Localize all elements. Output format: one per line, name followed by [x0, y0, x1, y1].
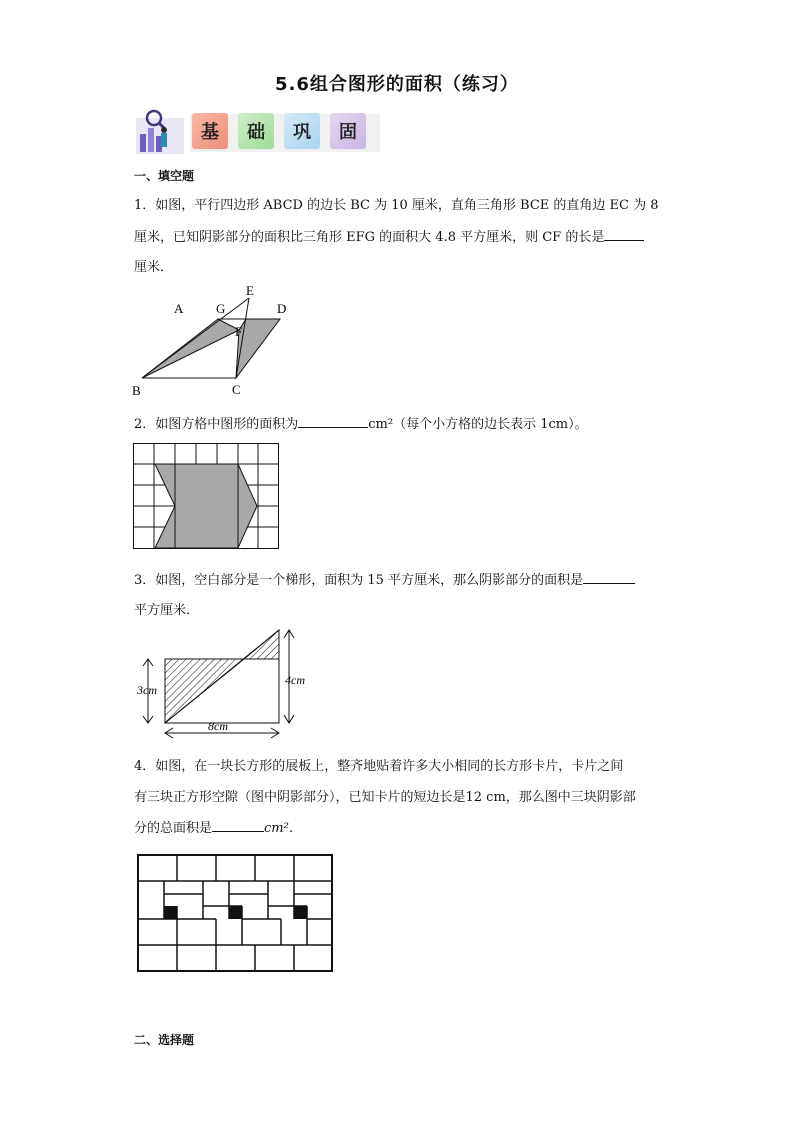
q4-board-figure [137, 854, 335, 974]
q1-figure [130, 280, 300, 400]
label-3cm: 3cm [137, 683, 157, 697]
banner-tile-2: 础 [238, 113, 274, 149]
banner-tile-3: 巩 [284, 113, 320, 149]
q4-line-3: 分的总面积是 cm²． [134, 821, 302, 836]
q4-line-1: 4．如图，在一块长方形的展板上，整齐地贴着许多大小相同的长方形卡片，卡片之间 [134, 759, 624, 774]
banner-tile-1: 基 [192, 113, 228, 149]
page-title: 5.6组合图形的面积（练习） [275, 74, 519, 95]
gap-square-3 [294, 906, 307, 919]
q4-answer-blank[interactable] [212, 819, 264, 832]
q1-line-2: 厘米，已知阴影部分的面积比三角形 EFG 的面积大 4.8 平方厘米，则 CF 的长是 [134, 226, 644, 245]
label-c: C [232, 382, 241, 397]
q2-line: 2．如图方格中图形的面积为 cm²（每个小方格的边长表示 1cm）。 [134, 417, 588, 432]
q1-answer-blank[interactable] [604, 228, 644, 241]
q2-answer-blank[interactable] [298, 415, 368, 428]
gap-square-2 [229, 906, 242, 919]
label-f: F [235, 324, 243, 339]
banner-tile-4: 固 [330, 113, 366, 149]
section-fill-in: 一、填空题 [134, 169, 195, 183]
label-d: D [277, 301, 287, 316]
label-4cm: 4cm [285, 673, 305, 687]
label-e: E [246, 283, 254, 298]
label-b: B [132, 383, 141, 398]
q2-grid-figure [133, 443, 281, 551]
q1-line-3: 厘米． [134, 260, 174, 275]
label-g: G [216, 301, 226, 316]
q4-line-2: 有三块正方形空隙（图中阴影部分），已知卡片的短边长是12 cm，那么图中三块阴影部 [134, 790, 636, 805]
q3-answer-blank[interactable] [583, 571, 635, 584]
q1-line-1: 1．如图，平行四边形 ABCD 的边长 BC 为 10 厘米，直角三角形 BCE 的直角边 EC 为 8 [134, 198, 659, 213]
label-8cm: 8cm [208, 719, 228, 733]
q3-line-2: 平方厘米． [134, 603, 200, 618]
q3-line-1: 3．如图，空白部分是一个梯形，面积为 15 平方厘米，那么阴影部分的面积是 [134, 569, 635, 588]
label-a: A [174, 301, 184, 316]
section-multiple-choice: 二、选择题 [134, 1033, 195, 1047]
gap-square-1 [164, 906, 177, 919]
q3-figure [134, 626, 314, 744]
